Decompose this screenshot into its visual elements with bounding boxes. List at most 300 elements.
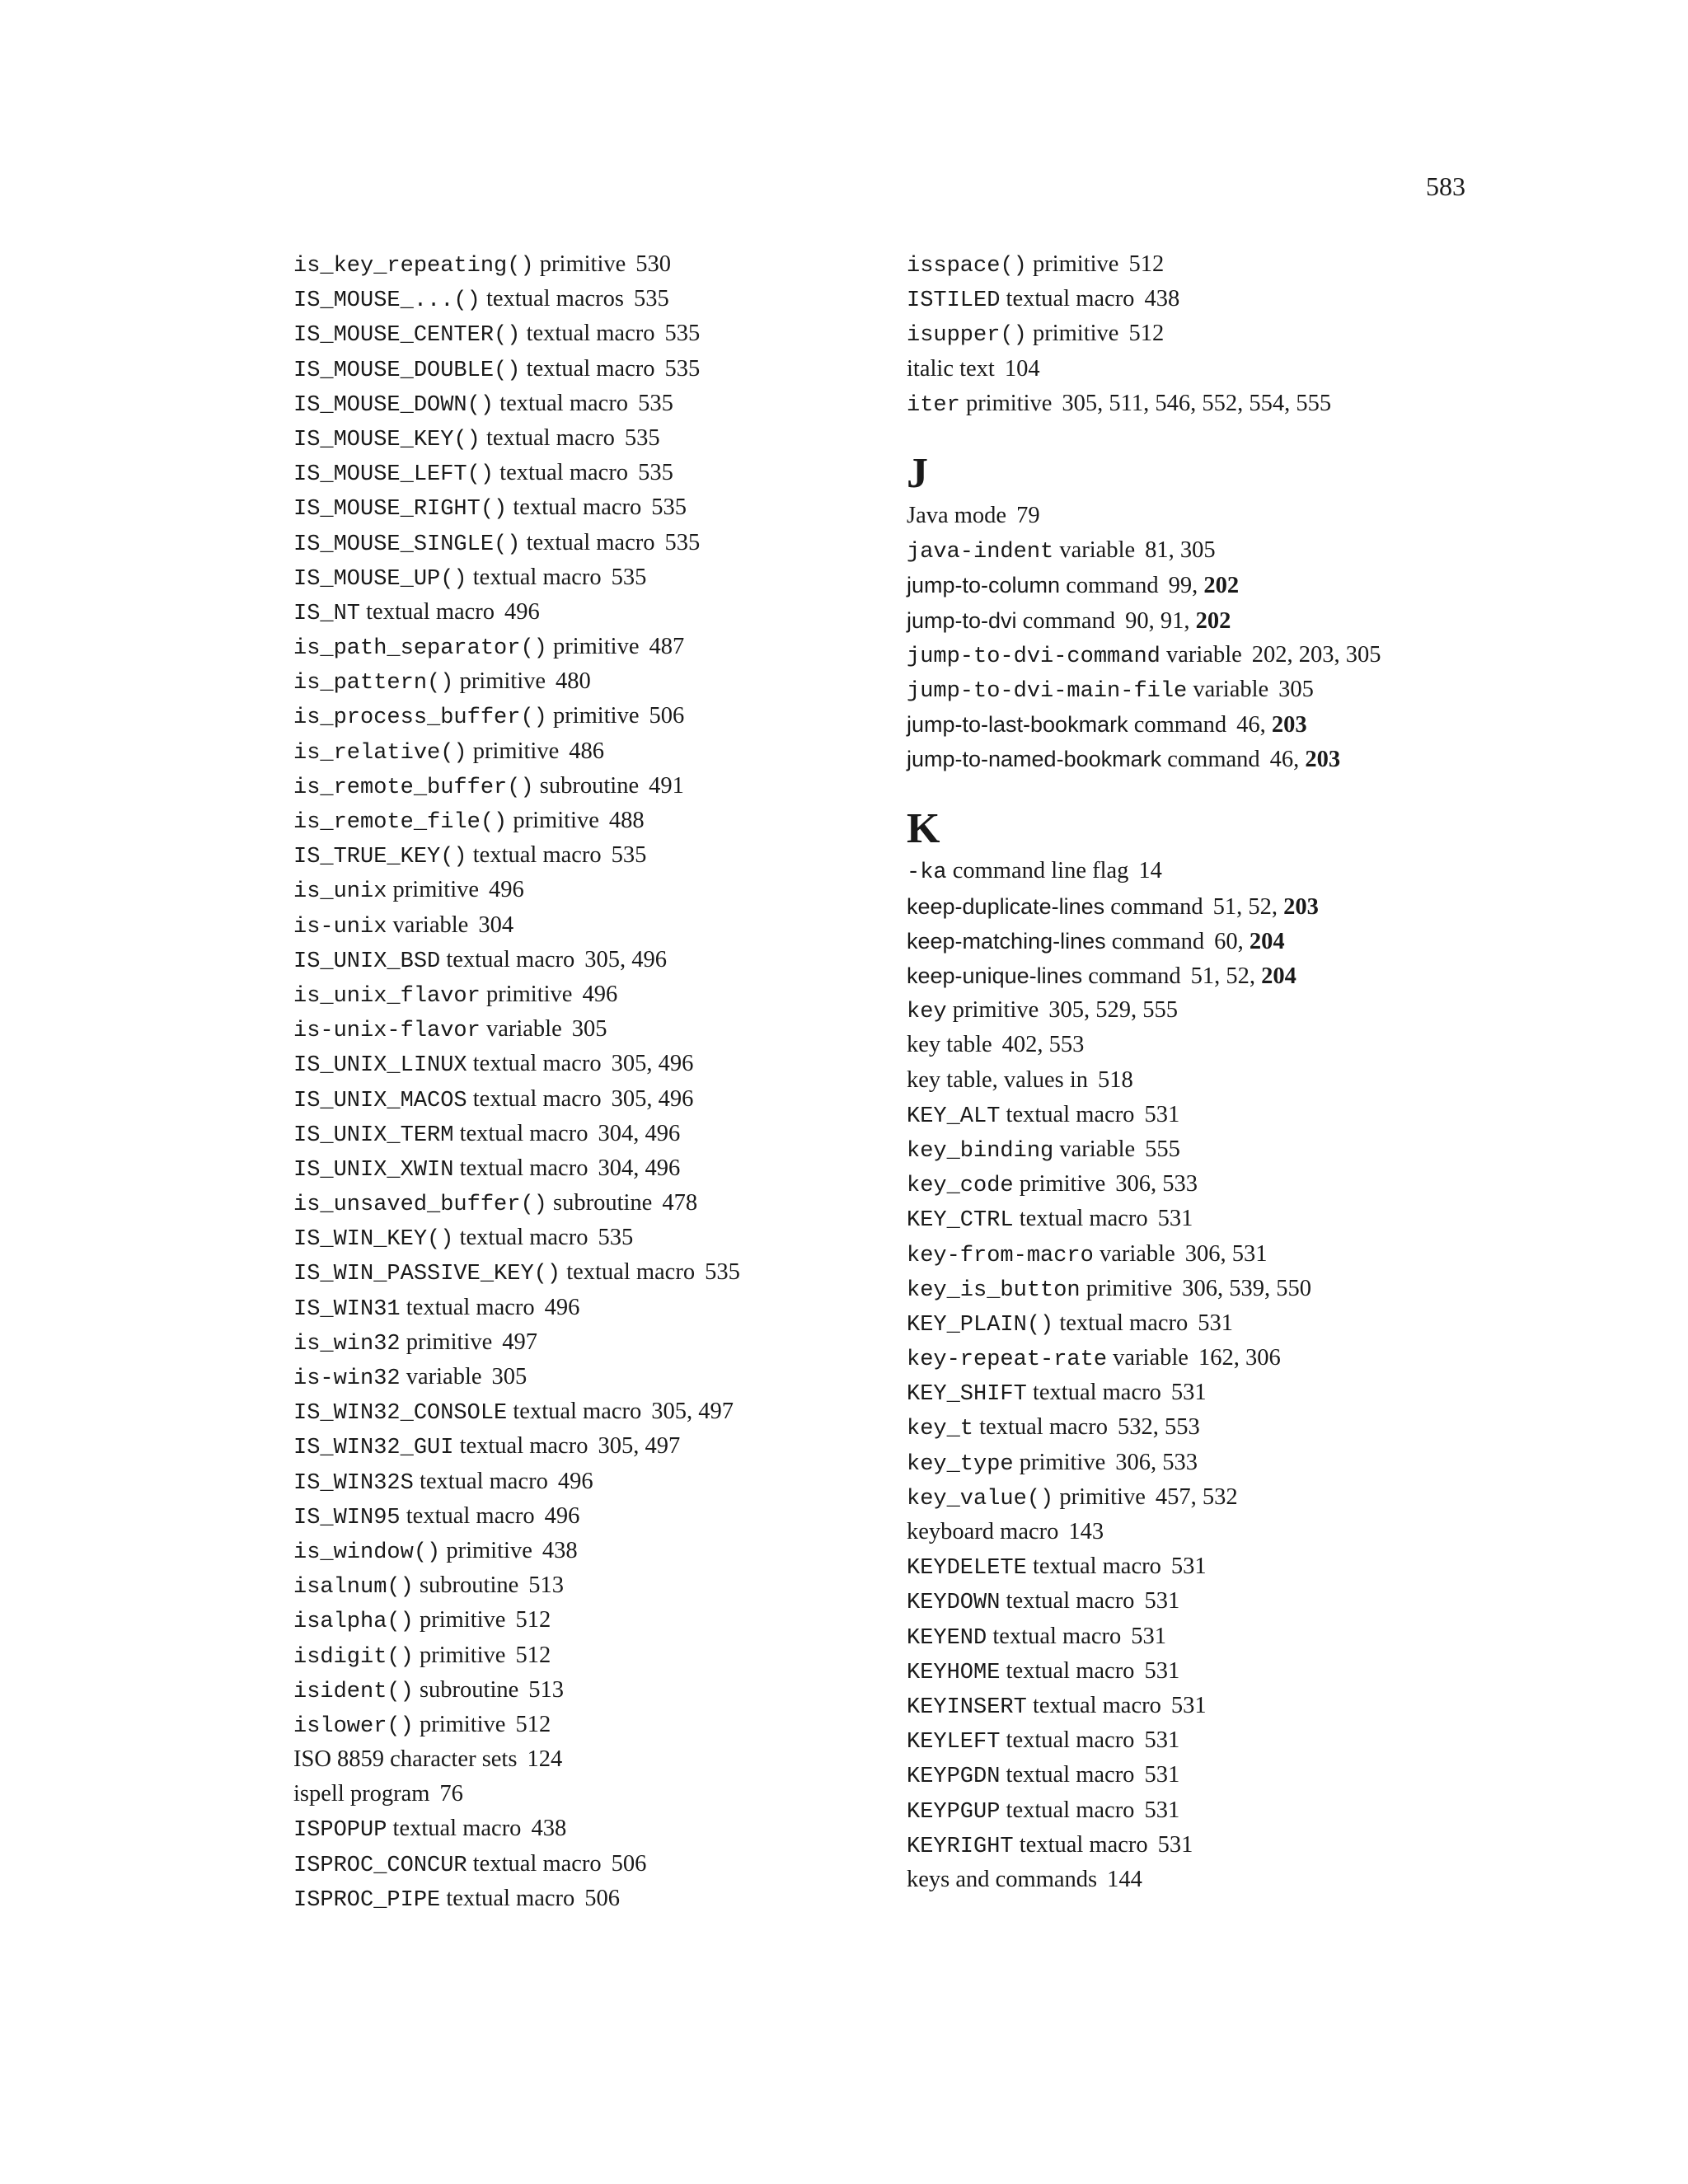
- index-term: italic text: [907, 355, 995, 382]
- page-ref: 496: [504, 598, 540, 625]
- index-pages: [1128, 321, 1164, 346]
- page-ref: 305: [1179, 537, 1216, 564]
- index-entry: [293, 316, 740, 351]
- index-kind: textual macro: [459, 1225, 588, 1251]
- page-ref: 535: [638, 390, 673, 416]
- index-kind: textual macro: [526, 355, 655, 382]
- index-pages: [1016, 503, 1040, 528]
- page-ref: 486: [569, 738, 604, 764]
- index-pages: 51, 52, 204: [1190, 963, 1296, 989]
- index-entry: [293, 1082, 740, 1117]
- page-ref: 497: [645, 1433, 681, 1460]
- index-term: key_binding: [907, 1138, 1054, 1164]
- index-pages: [1198, 1310, 1233, 1336]
- page-ref: 497: [502, 1329, 537, 1355]
- index-pages: [649, 773, 684, 799]
- index-kind: variable: [1099, 1240, 1175, 1267]
- index-term: is_unix: [293, 879, 387, 905]
- page-ref: 76: [439, 1781, 463, 1807]
- index-term: isupper(): [907, 323, 1027, 349]
- index-kind: textual macro: [472, 1051, 602, 1077]
- index-entry: [907, 1515, 1381, 1549]
- index-term: KEY_SHIFT: [907, 1382, 1027, 1408]
- index-term: is_process_buffer(): [293, 705, 547, 731]
- index-term: jump-to-dvi-command: [907, 644, 1160, 669]
- index-pages: [625, 425, 660, 451]
- index-kind: textual macro: [1006, 1762, 1135, 1788]
- index-entry: [907, 1828, 1381, 1863]
- page-ref: 531: [1170, 1554, 1207, 1580]
- page-ref: 512: [515, 1711, 551, 1737]
- index-kind: textual macro: [1006, 1657, 1135, 1684]
- page-ref: 496: [658, 1085, 694, 1112]
- index-pages: [1128, 251, 1164, 277]
- index-kind: textual macro: [472, 1850, 602, 1877]
- index-kind: textual macro: [485, 424, 615, 451]
- index-kind: textual macro: [1006, 1797, 1135, 1823]
- index-entry: [907, 387, 1381, 421]
- index-term: is-unix-flavor: [293, 1019, 481, 1044]
- index-entry: [907, 1132, 1381, 1167]
- page-ref: 305: [611, 1051, 647, 1077]
- index-entry: [293, 421, 740, 456]
- index-kind: textual macro: [1019, 1831, 1148, 1858]
- index-term: KEYDELETE: [907, 1556, 1027, 1582]
- index-pages: [584, 1886, 620, 1911]
- index-term: IS_MOUSE_DOWN(): [293, 392, 495, 418]
- page-ref: 438: [1144, 286, 1180, 312]
- index-kind: primitive: [1019, 1171, 1106, 1197]
- index-term: java-indent: [907, 540, 1054, 565]
- index-entry: [293, 1186, 740, 1221]
- page-ref: 555: [1142, 997, 1178, 1024]
- page-ref: 304: [478, 912, 514, 938]
- index-term: IS_MOUSE_DOUBLE(): [293, 358, 521, 383]
- index-pages: [502, 1329, 537, 1355]
- index-kind: textual macro: [499, 460, 629, 486]
- index-term: KEYHOME: [907, 1660, 1001, 1685]
- index-entry: [907, 352, 1381, 387]
- index-kind: textual macro: [1032, 1692, 1161, 1718]
- index-kind: textual macros: [485, 286, 624, 312]
- index-kind: command: [1022, 607, 1116, 634]
- page-ref: 533: [1162, 1449, 1198, 1475]
- index-pages: [515, 1643, 551, 1668]
- page-ref: 535: [651, 494, 687, 521]
- index-kind: variable: [1113, 1345, 1189, 1371]
- index-term: ispell program: [293, 1781, 430, 1807]
- page-ref: 496: [557, 1468, 593, 1494]
- index-pages: [528, 1572, 564, 1598]
- page-ref: 512: [515, 1642, 551, 1668]
- index-entry: [907, 1723, 1381, 1758]
- index-entry: [907, 1028, 1381, 1062]
- page-ref: 124: [527, 1746, 563, 1773]
- index-pages: [649, 634, 684, 659]
- index-pages: [545, 1295, 580, 1320]
- index-pages: [489, 877, 524, 902]
- index-term: IS_MOUSE_CENTER(): [293, 323, 521, 349]
- index-entry: [907, 1689, 1381, 1723]
- page-ref: 532: [1118, 1414, 1153, 1441]
- index-entry: [293, 1394, 740, 1429]
- index-term: key_is_button: [907, 1277, 1081, 1303]
- index-pages: [1144, 1727, 1179, 1753]
- page-ref: 162: [1198, 1345, 1234, 1371]
- index-pages: [1138, 858, 1162, 883]
- index-entry: [907, 924, 1381, 958]
- index-term: IS_MOUSE_SINGLE(): [293, 532, 521, 557]
- index-pages: [556, 668, 591, 694]
- index-kind: primitive: [419, 1607, 506, 1633]
- page-ref: 531: [1144, 1727, 1180, 1754]
- index-entry: [293, 804, 740, 838]
- section-gap: [907, 421, 1381, 451]
- page-ref: 512: [515, 1607, 551, 1633]
- index-entry: [293, 1465, 740, 1499]
- index-pages: [1171, 1693, 1207, 1718]
- page-ref: 531: [1144, 1101, 1180, 1127]
- index-pages: [638, 391, 673, 416]
- index-entry: [907, 568, 1381, 602]
- index-kind: subroutine: [419, 1676, 519, 1703]
- index-entry: [907, 1410, 1381, 1445]
- index-entry: [907, 282, 1381, 316]
- index-term: IS_TRUE_KEY(): [293, 845, 467, 870]
- index-entry: [907, 1480, 1381, 1515]
- page-ref: 457: [1155, 1483, 1191, 1510]
- index-pages: [1144, 1762, 1179, 1788]
- index-term: key-repeat-rate: [907, 1347, 1108, 1373]
- index-pages: [515, 1712, 551, 1737]
- index-kind: primitive: [459, 668, 546, 695]
- index-entry: [293, 1221, 740, 1255]
- index-kind: textual macro: [1019, 1206, 1148, 1232]
- page-ref: 491: [649, 772, 684, 799]
- index-term: KEYPGDN: [907, 1765, 1001, 1790]
- index-pages: 202, 203, 305: [1251, 641, 1381, 668]
- index-term: IS_UNIX_MACOS: [293, 1088, 467, 1113]
- index-term: IS_UNIX_XWIN: [293, 1157, 454, 1183]
- index-kind: primitive: [446, 1537, 532, 1563]
- page-ref: 306: [1182, 1275, 1217, 1301]
- index-kind: textual macro: [1032, 1554, 1161, 1580]
- page-ref: 535: [598, 1225, 634, 1251]
- index-pages: 46, 203: [1269, 747, 1341, 773]
- index-term: key_code: [907, 1174, 1014, 1199]
- index-entry: [907, 707, 1381, 742]
- page-ref: 202: [1251, 641, 1287, 668]
- page-ref: 535: [633, 286, 669, 312]
- index-kind: textual macro: [1006, 1727, 1135, 1754]
- index-pages: [1158, 1206, 1193, 1231]
- page-ref: 497: [698, 1399, 734, 1425]
- index-term: IS_WIN32_CONSOLE: [293, 1401, 508, 1427]
- index-term: IS_UNIX_LINUX: [293, 1053, 467, 1079]
- page-ref: 203: [1298, 641, 1334, 668]
- page-ref: 511: [1109, 390, 1144, 416]
- index-pages: 305, 529, 555: [1048, 997, 1178, 1024]
- index-kind: variable: [1165, 641, 1242, 668]
- index-entry: [293, 734, 740, 769]
- index-kind: textual macro: [472, 1085, 602, 1112]
- index-term: keyboard macro: [907, 1519, 1059, 1544]
- page-ref: 99: [1168, 573, 1193, 599]
- index-kind: command: [1167, 747, 1260, 773]
- index-kind: textual macro: [526, 529, 655, 555]
- index-term: KEYRIGHT: [907, 1834, 1014, 1859]
- index-entry: [907, 1376, 1381, 1410]
- index-pages: [545, 1503, 580, 1529]
- index-term: is_key_repeating(): [293, 254, 534, 279]
- index-entry: [907, 1063, 1381, 1098]
- index-kind: textual macro: [419, 1468, 548, 1494]
- index-entry: [907, 1619, 1381, 1654]
- index-kind: textual macro: [499, 390, 629, 416]
- index-term: IS_WIN_KEY(): [293, 1227, 454, 1253]
- index-kind: textual macro: [472, 564, 602, 590]
- page-ref: 496: [658, 1051, 694, 1077]
- page-ref: 531: [1157, 1206, 1193, 1232]
- index-term: iter: [907, 392, 960, 418]
- index-term: keep-unique-lines: [907, 963, 1083, 988]
- index-pages: [569, 738, 604, 764]
- index-pages: [612, 565, 647, 590]
- index-kind: primitive: [406, 1329, 493, 1355]
- index-pages: [1144, 1797, 1179, 1823]
- page-ref: 535: [664, 321, 701, 347]
- index-pages: 304, 496: [598, 1155, 681, 1181]
- page-ref: 203: [1305, 747, 1341, 773]
- index-term: key table: [907, 1032, 992, 1058]
- index-kind: command: [1066, 573, 1159, 599]
- index-entry: [907, 1306, 1381, 1341]
- index-term: is-win32: [293, 1366, 401, 1391]
- page-ref: 506: [649, 703, 685, 729]
- index-entry: [907, 1863, 1381, 1897]
- index-pages: 532, 553: [1118, 1414, 1200, 1441]
- index-pages: [1131, 1624, 1166, 1649]
- index-term: is_window(): [293, 1540, 441, 1565]
- page-ref: 204: [1261, 963, 1296, 989]
- index-term: is-unix: [293, 914, 387, 940]
- index-entry: [293, 1325, 740, 1360]
- index-kind: textual macro: [513, 1399, 642, 1425]
- index-kind: primitive: [419, 1711, 506, 1737]
- index-kind: textual macro: [459, 1120, 588, 1146]
- index-entry: [907, 1654, 1381, 1689]
- page-ref: 512: [1128, 251, 1165, 277]
- page-ref: 496: [544, 1294, 580, 1320]
- index-column-right: [907, 247, 1381, 1897]
- page-ref: 535: [624, 424, 660, 451]
- index-entry: [293, 1291, 740, 1325]
- index-term: ISTILED: [907, 288, 1001, 314]
- page-ref: 79: [1016, 502, 1040, 528]
- index-pages: [638, 460, 673, 485]
- page-ref: 204: [1249, 928, 1285, 954]
- index-entry: [293, 456, 740, 490]
- index-term: isspace(): [907, 254, 1027, 279]
- index-kind: textual macro: [446, 1885, 575, 1911]
- index-term: KEYEND: [907, 1625, 987, 1651]
- index-term: KEY_CTRL: [907, 1208, 1014, 1234]
- index-pages: [515, 1607, 551, 1633]
- index-term: jump-to-named-bookmark: [907, 747, 1162, 772]
- index-pages: 306, 533: [1115, 1171, 1198, 1197]
- page-ref: 531: [1231, 1240, 1268, 1267]
- page-ref: 46: [1236, 712, 1260, 738]
- index-entry: [907, 1167, 1381, 1202]
- index-term: is_win32: [293, 1331, 401, 1357]
- index-pages: [1171, 1380, 1207, 1405]
- index-kind: textual macro: [513, 494, 642, 521]
- index-pages: 305, 511, 546, 552, 554, 555: [1062, 390, 1332, 416]
- page-ref: 535: [705, 1259, 740, 1286]
- page-ref: 203: [1283, 893, 1319, 920]
- index-kind: primitive: [552, 703, 640, 729]
- index-pages: [1144, 1588, 1179, 1614]
- index-term: ISO 8859 character sets: [293, 1746, 518, 1773]
- section-gap: [907, 776, 1381, 806]
- index-kind: textual macro: [472, 842, 602, 869]
- index-kind: primitive: [539, 251, 626, 277]
- index-pages: 457, 532: [1155, 1483, 1238, 1510]
- page-ref: 531: [1157, 1831, 1193, 1858]
- index-entry: [293, 1742, 740, 1777]
- page-ref: 305: [1062, 390, 1098, 416]
- page-number: 583: [1426, 171, 1465, 201]
- index-kind: primitive: [1032, 321, 1119, 347]
- index-entry: [293, 1811, 740, 1846]
- page-ref: 305: [491, 1364, 528, 1390]
- page-ref: 531: [1170, 1692, 1207, 1718]
- index-entry: [293, 873, 740, 907]
- index-entry: [293, 908, 740, 943]
- index-entry: [293, 1117, 740, 1151]
- index-entry: [907, 1202, 1381, 1236]
- index-pages: [1005, 356, 1040, 382]
- index-entry: [293, 1534, 740, 1568]
- page-ref: 305: [1278, 676, 1314, 702]
- index-kind: command: [1133, 712, 1227, 738]
- page-ref: 531: [1144, 1588, 1180, 1615]
- index-pages: 305, 496: [584, 946, 667, 972]
- index-pages: 162, 306: [1198, 1345, 1281, 1371]
- index-entry: [293, 560, 740, 595]
- index-term: IS_WIN_PASSIVE_KEY(): [293, 1262, 561, 1287]
- page-ref: 438: [531, 1816, 567, 1842]
- page-ref: 202: [1203, 573, 1240, 599]
- index-entry: [907, 673, 1381, 707]
- index-term: is_path_separator(): [293, 636, 547, 662]
- page-ref: 202: [1195, 607, 1231, 634]
- page-ref: 306: [1115, 1171, 1151, 1197]
- index-term: KEYLEFT: [907, 1730, 1001, 1755]
- index-kind: textual macro: [1032, 1380, 1161, 1406]
- index-kind: subroutine: [419, 1572, 519, 1599]
- page-ref: 306: [1115, 1449, 1151, 1475]
- page-ref: 402: [1001, 1032, 1038, 1058]
- index-term: ISPROC_CONCUR: [293, 1853, 467, 1878]
- index-pages: [1068, 1519, 1104, 1544]
- index-kind: primitive: [485, 981, 573, 1007]
- page-ref: 496: [631, 946, 667, 972]
- index-entry: [293, 387, 740, 421]
- index-pages: [649, 703, 684, 729]
- index-entry: [293, 1882, 740, 1916]
- page-ref: 539: [1229, 1275, 1264, 1301]
- index-entry: [907, 499, 1381, 533]
- page-ref: 51: [1190, 963, 1215, 989]
- index-kind: textual macro: [1006, 1101, 1135, 1127]
- index-term: isdigit(): [293, 1644, 414, 1670]
- page-ref: 488: [608, 808, 645, 833]
- page-ref: 530: [635, 251, 672, 277]
- index-term: is_unix_flavor: [293, 983, 481, 1009]
- page-ref: 305: [651, 1399, 687, 1425]
- section-letter: K: [907, 805, 940, 853]
- index-entry: [293, 1012, 740, 1047]
- index-term: IS_MOUSE_KEY(): [293, 427, 481, 452]
- index-term: isalnum(): [293, 1575, 414, 1601]
- index-pages: [478, 912, 513, 938]
- index-entry: [907, 1584, 1381, 1619]
- index-entry: [907, 603, 1381, 638]
- index-kind: textual macro: [446, 946, 575, 972]
- index-kind: variable: [406, 1364, 482, 1390]
- index-kind: command line flag: [952, 858, 1129, 884]
- index-entry: [907, 1341, 1381, 1376]
- page-ref: 550: [1276, 1275, 1311, 1301]
- page-ref: 480: [556, 668, 591, 695]
- index-entry: [907, 1272, 1381, 1306]
- index-kind: textual macro: [1006, 286, 1135, 312]
- index-pages: 90, 91, 202: [1125, 607, 1231, 634]
- index-entry: [907, 1549, 1381, 1584]
- index-pages: [664, 321, 700, 346]
- index-entry: [293, 838, 740, 873]
- page-ref: 305: [571, 1016, 607, 1043]
- page-ref: 531: [1144, 1762, 1180, 1788]
- index-kind: variable: [1059, 1136, 1136, 1162]
- index-term: key-from-macro: [907, 1243, 1094, 1268]
- index-term: KEYDOWN: [907, 1591, 1001, 1616]
- index-term: Java mode: [907, 502, 1007, 528]
- index-entry: [293, 699, 740, 733]
- index-entry: [293, 630, 740, 664]
- index-pages: [609, 808, 645, 833]
- index-term: -ka: [907, 860, 947, 886]
- page-ref: 553: [1048, 1032, 1085, 1058]
- index-entry: [907, 1446, 1381, 1480]
- index-kind: primitive: [513, 808, 599, 833]
- page-ref: 91: [1160, 607, 1184, 634]
- page-ref: 533: [1162, 1171, 1198, 1197]
- index-kind: command: [1111, 928, 1205, 954]
- index-pages: 99, 202: [1168, 573, 1240, 599]
- index-pages: [1144, 1658, 1179, 1684]
- index-term: keep-matching-lines: [907, 928, 1106, 954]
- index-pages: [634, 286, 669, 312]
- index-term: jump-to-dvi: [907, 607, 1017, 633]
- index-pages: 305, 496: [611, 1051, 694, 1077]
- index-term: is_remote_file(): [293, 810, 508, 835]
- index-term: IS_MOUSE_LEFT(): [293, 462, 495, 488]
- index-term: key_value(): [907, 1486, 1054, 1511]
- page-ref: 554: [1249, 390, 1285, 416]
- page-ref: 305: [598, 1433, 634, 1460]
